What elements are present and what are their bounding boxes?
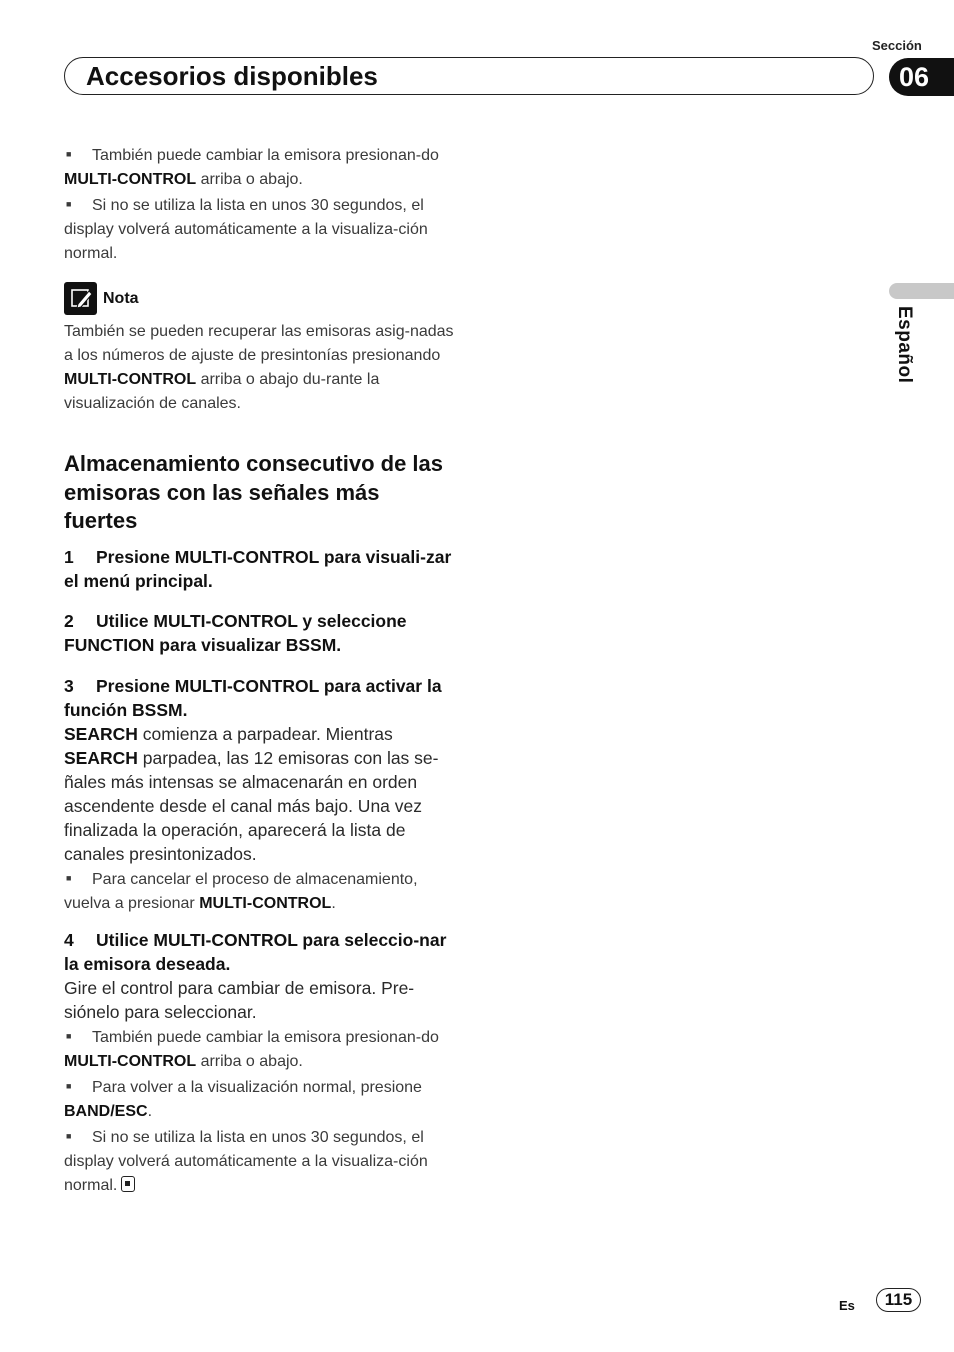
end-of-section-icon	[121, 1176, 135, 1192]
section-heading: Almacenamiento consecutivo de las emisoras con las señales más fuertes	[64, 451, 444, 533]
bullet-item: ■ Si no se utiliza la lista en unos 30 segundos, el display volverá automáticamente a la visualiza-ción normal.	[64, 192, 456, 266]
bullet-icon	[64, 1029, 92, 1046]
note-label: Nota	[103, 289, 139, 307]
bullet-icon	[64, 1079, 92, 1096]
footer-language-code: Es	[839, 1298, 855, 1313]
intro-bullets	[64, 142, 456, 266]
bullet-item: ■ También puede cambiar la emisora presionan-do MULTI-CONTROL arriba o abajo.	[64, 142, 456, 192]
step-4-description: Gire el control para cambiar de emisora. Pre-siónelo para seleccionar.	[64, 978, 415, 1022]
note-pencil-icon	[64, 282, 97, 315]
step-3: 3 Presione MULTI-CONTROL para activar la función BSSM.	[64, 676, 442, 720]
step-4-block	[64, 928, 456, 1198]
language-tab-label: Español	[894, 306, 915, 384]
bullet-item: ■ Para cancelar el proceso de almacenamiento, vuelva a presionar MULTI-CONTROL.	[64, 866, 456, 916]
section-label: Sección	[872, 38, 922, 53]
note-header	[64, 282, 456, 315]
language-tab-bar	[889, 283, 954, 299]
bullet-icon	[64, 147, 92, 164]
page-number: 115	[876, 1288, 921, 1312]
bullet-icon	[64, 197, 92, 214]
note-text: También se pueden recuperar las emisoras asig-nadas a los números de ajuste de presintonías presionando MULTI-CONTROL arriba o abajo du-rante la visualización de canales.	[64, 323, 454, 412]
section-number-badge: 06	[889, 58, 954, 96]
bullet-item: ■ Si no se utiliza la lista en unos 30 segundos, el display volverá automáticamente a la visualiza-ción normal.	[64, 1124, 456, 1198]
step-3-description: SEARCH comienza a parpadear. Mientras SEARCH parpadea, las 12 emisoras con las se-ñales más intensas se almacenarán en orden ascendente desde el canal más bajo. Una vez finalizada la operación, aparecerá la lista de canales presintonizados.	[64, 724, 439, 864]
bullet-icon	[64, 871, 92, 888]
bullet-item: ■ Para volver a la visualización normal, presione BAND/ESC.	[64, 1074, 456, 1124]
step-4: 4 Utilice MULTI-CONTROL para seleccio-nar la emisora deseada.	[64, 930, 447, 974]
bullet-item: ■ También puede cambiar la emisora presionan-do MULTI-CONTROL arriba o abajo.	[64, 1024, 456, 1074]
bullet-icon	[64, 1129, 92, 1146]
note-block	[64, 282, 456, 416]
step-1: 1 Presione MULTI-CONTROL para visuali-zar el menú principal.	[64, 547, 452, 591]
step-2: 2 Utilice MULTI-CONTROL y seleccione FUNCTION para visualizar BSSM.	[64, 611, 407, 655]
step-3-block	[64, 674, 456, 916]
page-title: Accesorios disponibles	[86, 61, 378, 91]
